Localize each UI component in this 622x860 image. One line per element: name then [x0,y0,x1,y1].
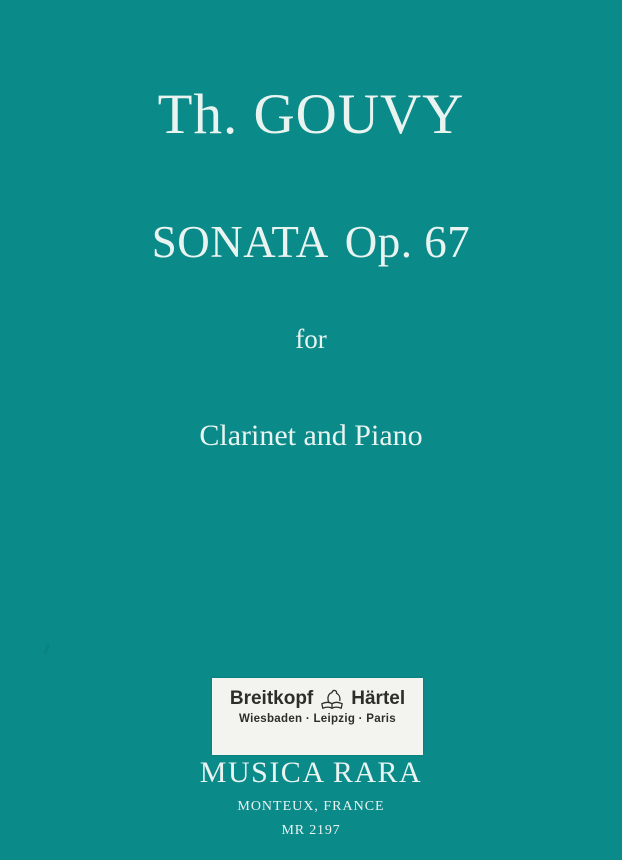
publisher-name [212,687,423,711]
composer-name: Th. GOUVY [157,83,465,146]
imprint-location: MONTEUX, FRANCE [237,799,385,814]
opus-number: Op. 67 [344,217,471,267]
imprint-publisher: MUSICA RARA [199,756,423,789]
publisher-name-left: Breitkopf [229,688,314,709]
for-label: for [295,324,327,354]
scan-artifact [43,644,49,655]
publisher-plate [212,678,423,755]
publisher-name-right: Härtel [351,688,406,709]
publisher-cities: Wiesbaden · Leipzig · Paris [239,713,396,725]
breitkopf-bear-icon [320,688,344,711]
plate-number: MR 2197 [281,823,341,838]
instrumentation: Clarinet and Piano [199,419,423,452]
work-title: SONATA [151,217,329,267]
work-title-line [0,216,622,268]
